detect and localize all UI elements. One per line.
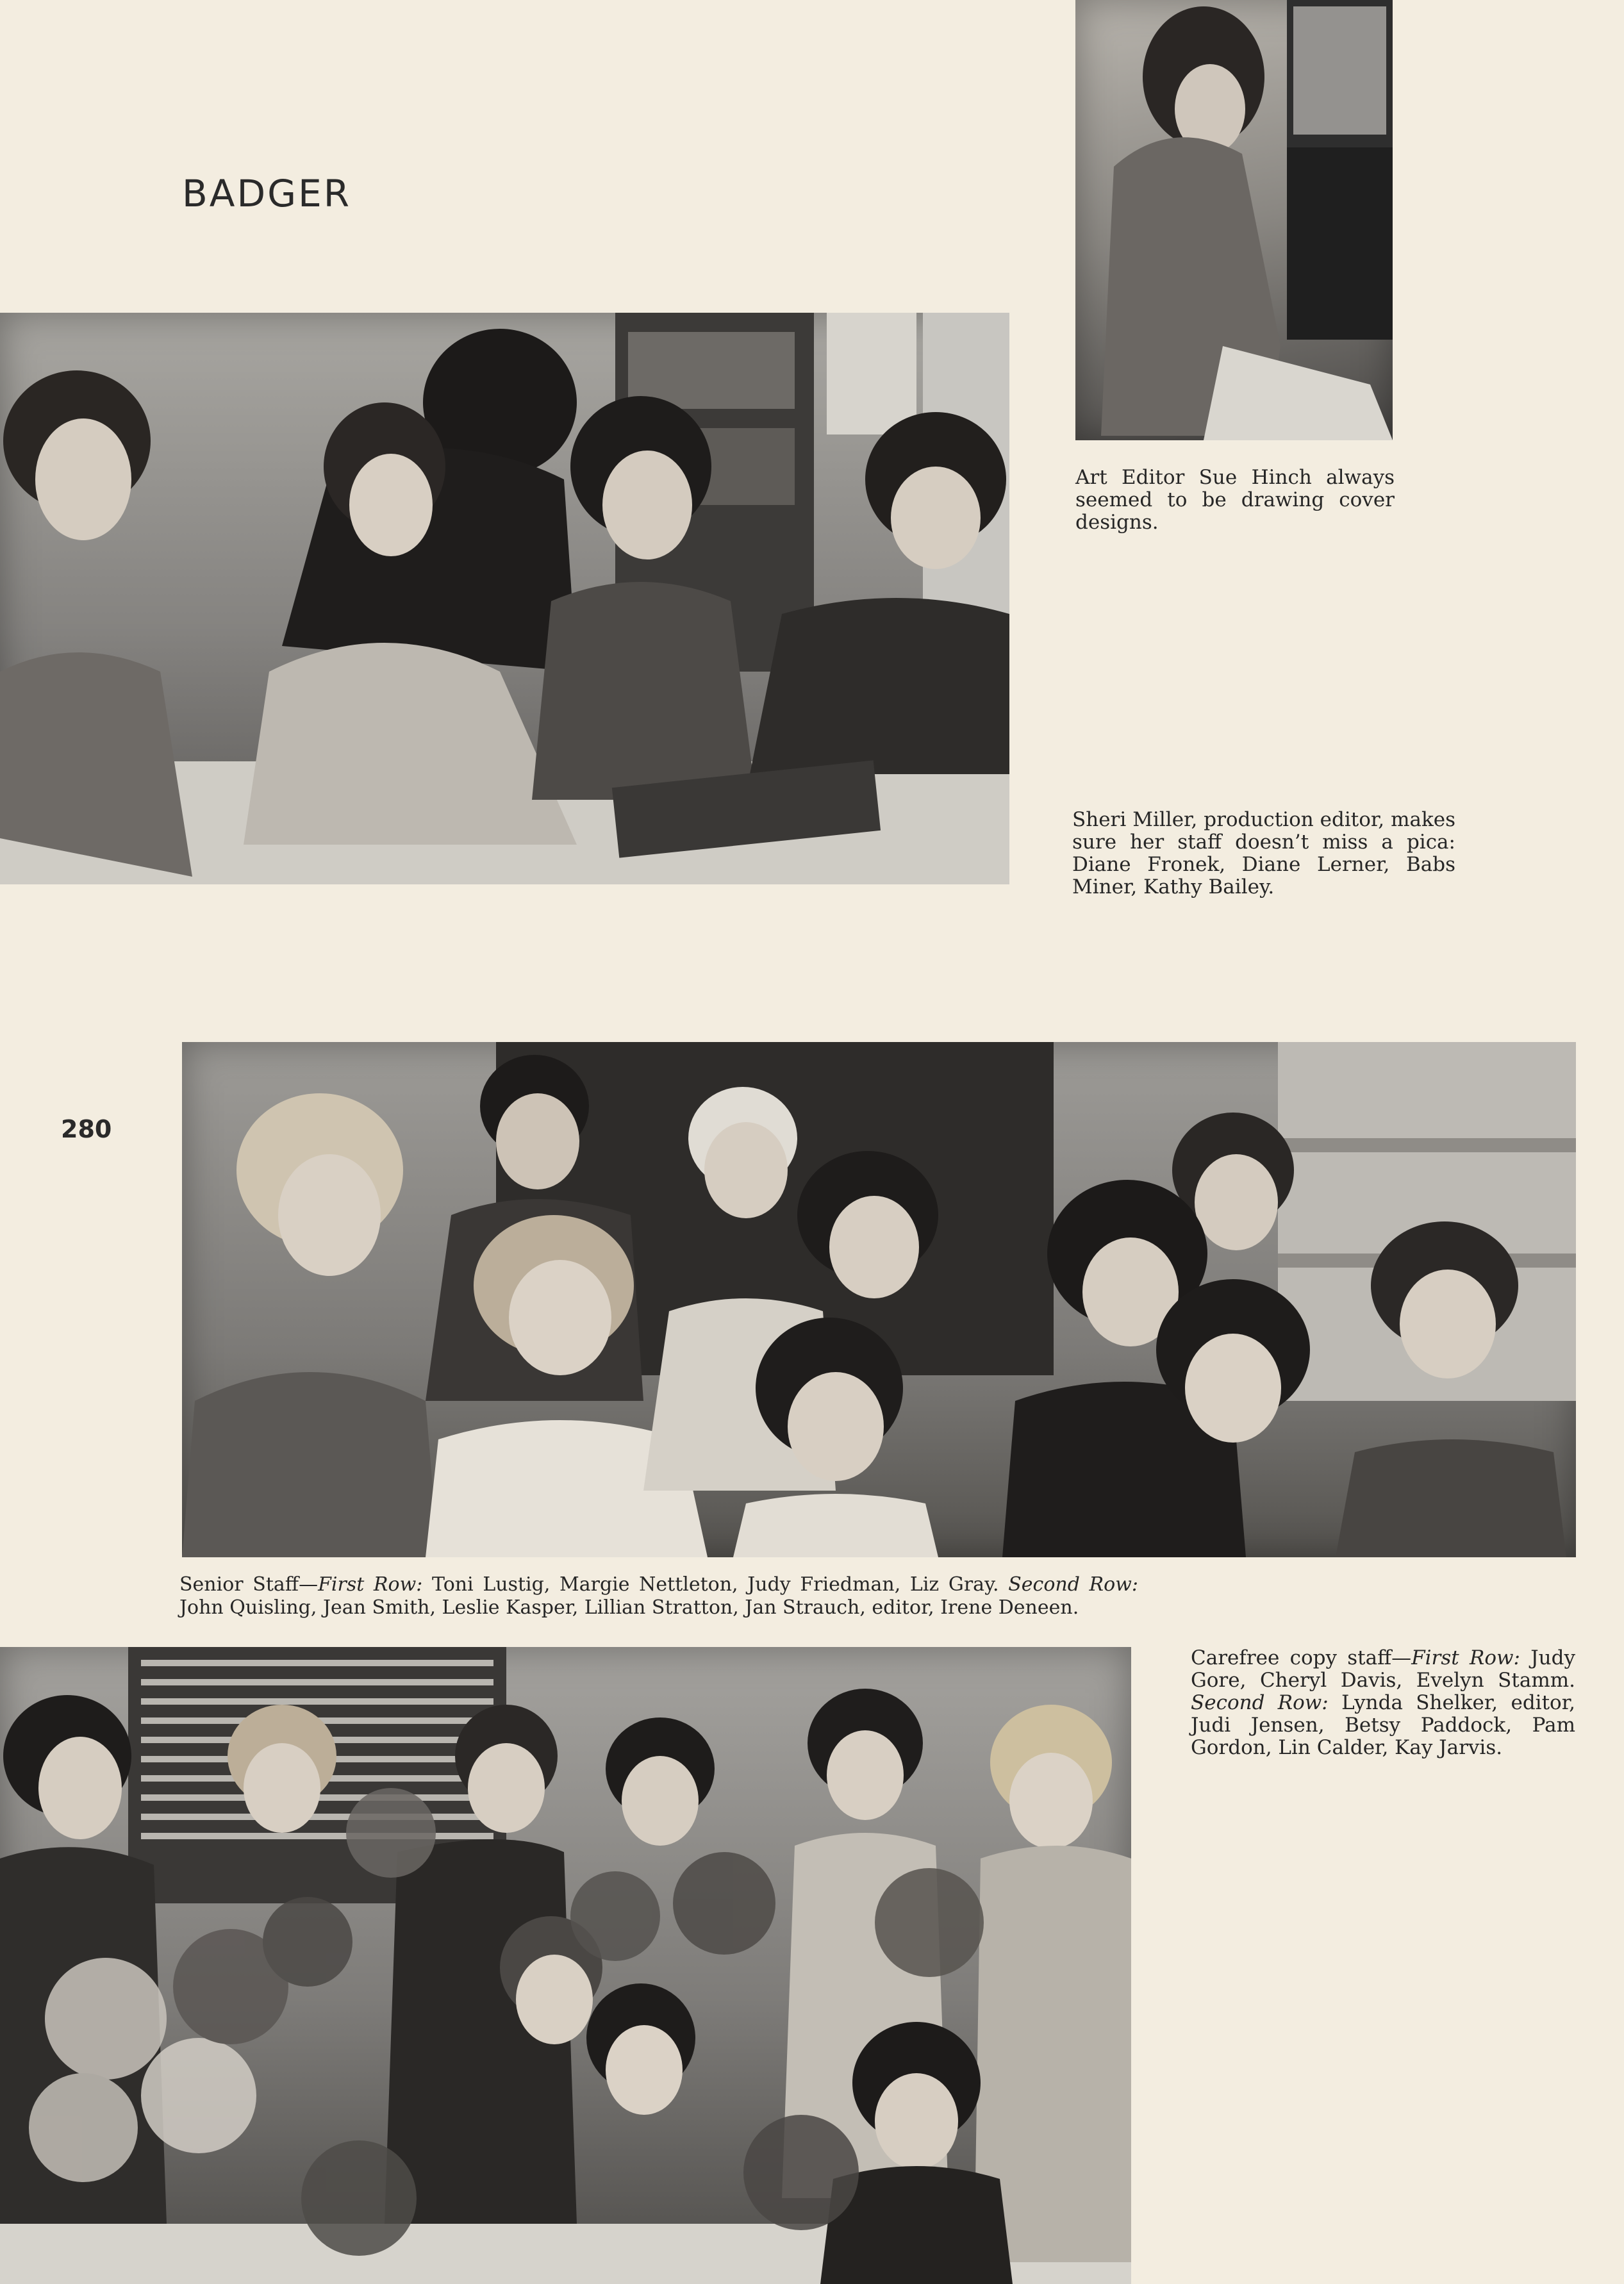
photo-art-editor (1075, 0, 1393, 440)
page-title: BADGER (182, 172, 352, 215)
photo-copy-shapes (0, 1647, 1131, 2284)
copy-staff-lead: Carefree copy staff— (1191, 1646, 1412, 1669)
copy-second-row: Lynda Shelker, editor, Judi Jensen, Betsy Paddock, Pam Gordon, Lin Calder, Kay Jarvis. (1191, 1691, 1575, 1759)
copy-first-row-label: First Row: (1411, 1646, 1520, 1669)
photo-production-shapes (0, 313, 1009, 884)
senior-second-row-label: Second Row: (1008, 1573, 1138, 1596)
senior-staff-lead: Senior Staff— (179, 1573, 319, 1596)
photo-senior-staff (182, 1042, 1576, 1557)
page-number: 280 (61, 1115, 112, 1143)
senior-second-row: John Quisling, Jean Smith, Leslie Kasper, Lillian Stratton, Jan Strauch, editor, Irene Deneen. (179, 1596, 1079, 1619)
photo-art-editor-shapes (1075, 0, 1393, 440)
copy-first-row: Judy Gore, Cheryl Davis, Evelyn Stamm. (1191, 1646, 1575, 1692)
copy-second-row-label: Second Row: (1191, 1691, 1329, 1714)
caption-art-editor: Art Editor Sue Hinch always seemed to be drawing cover designs. (1075, 466, 1395, 534)
senior-first-row: Toni Lustig, Margie Nettleton, Judy Friedman, Liz Gray. (422, 1573, 1009, 1596)
photo-senior-shapes (182, 1042, 1576, 1557)
photo-copy-staff (0, 1647, 1131, 2284)
senior-first-row-label: First Row: (318, 1573, 423, 1596)
caption-senior-staff (179, 1573, 1138, 1619)
caption-copy-staff (1191, 1647, 1575, 1759)
photo-production-staff (0, 313, 1009, 884)
caption-production-staff: Sheri Miller, production editor, makes sure her staff doesn’t miss a pica: Diane Fronek, Diane Lerner, Babs Miner, Kathy Bailey. (1072, 808, 1455, 898)
